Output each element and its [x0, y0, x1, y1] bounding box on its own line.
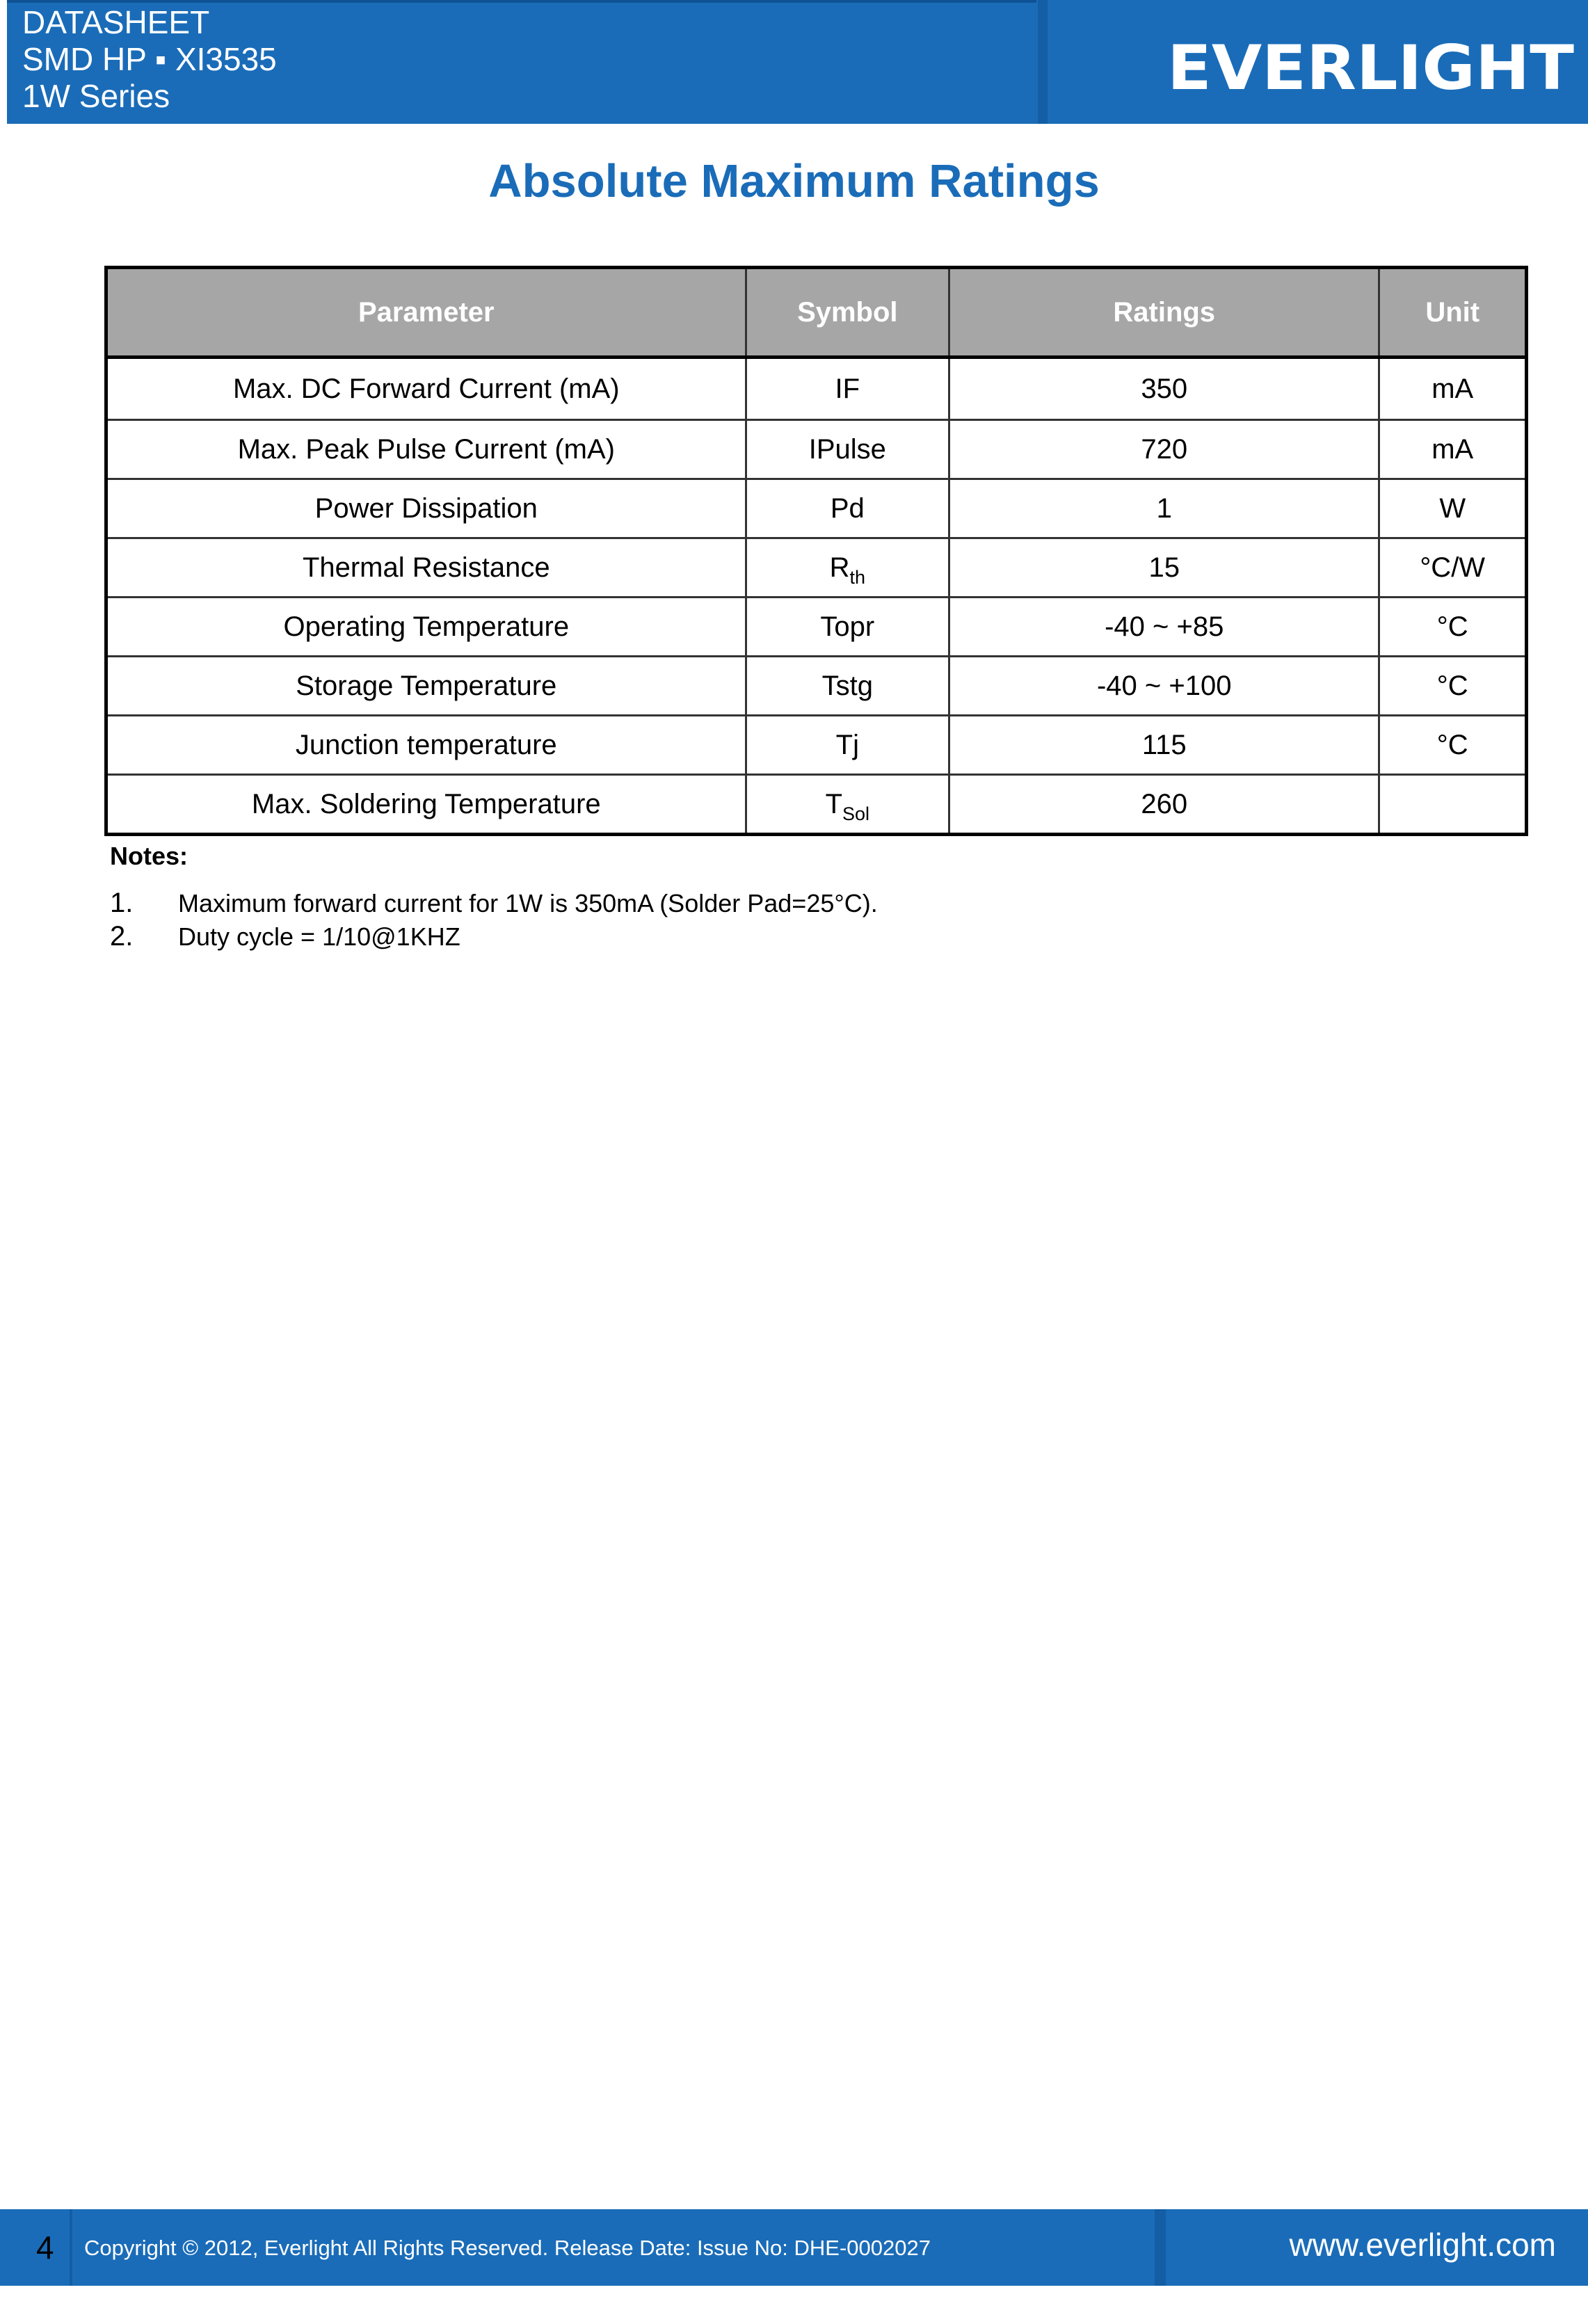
symbol-subscript: th	[849, 566, 866, 588]
table-row	[106, 420, 1527, 479]
cell-parameter: Power Dissipation	[106, 479, 746, 538]
cell-unit	[1379, 775, 1527, 835]
cell-symbol	[746, 358, 949, 420]
table-row	[106, 598, 1527, 657]
cell-parameter: Storage Temperature	[106, 657, 746, 716]
cell-rating: 350	[949, 358, 1379, 420]
footer-divider	[1155, 2209, 1166, 2286]
logo-text: EVERLIGHT	[1167, 36, 1574, 96]
note-number: 2.	[110, 921, 134, 952]
cell-parameter: Max. DC Forward Current (mA)	[106, 358, 746, 420]
symbol-subscript: Sol	[842, 803, 870, 824]
table-row	[106, 716, 1527, 775]
cell-symbol	[746, 657, 949, 716]
header-symbol: Symbol	[746, 268, 949, 358]
cell-symbol	[746, 479, 949, 538]
cell-rating: -40 ~ +100	[949, 657, 1379, 716]
note-item	[110, 888, 878, 919]
cell-parameter: Junction temperature	[106, 716, 746, 775]
table-row	[106, 479, 1527, 538]
cell-parameter: Max. Soldering Temperature	[106, 775, 746, 835]
cell-symbol	[746, 420, 949, 479]
cell-parameter: Thermal Resistance	[106, 538, 746, 598]
table-row	[106, 538, 1527, 598]
cell-symbol	[746, 598, 949, 657]
note-text: Maximum forward current for 1W is 350mA (Solder Pad=25°C).	[178, 889, 878, 917]
everlight-logo	[1167, 36, 1574, 96]
cell-unit: °C	[1379, 598, 1527, 657]
header-bar	[7, 0, 1588, 124]
symbol-main: IF	[835, 373, 860, 404]
symbol-main: IPulse	[808, 433, 886, 465]
symbol-main: Pd	[830, 492, 865, 524]
cell-rating: 1	[949, 479, 1379, 538]
cell-unit: mA	[1379, 420, 1527, 479]
header-series: 1W Series	[22, 78, 170, 114]
header-unit: Unit	[1379, 268, 1527, 358]
footer-bar	[0, 2209, 1588, 2286]
header-text	[22, 4, 277, 115]
cell-symbol	[746, 538, 949, 598]
page-number: 4	[36, 2229, 54, 2266]
cell-parameter: Max. Peak Pulse Current (mA)	[106, 420, 746, 479]
notes-title: Notes:	[110, 842, 189, 870]
cell-unit: mA	[1379, 358, 1527, 420]
footer-divider	[70, 2209, 72, 2286]
cell-parameter: Operating Temperature	[106, 598, 746, 657]
table-header-row	[106, 268, 1527, 358]
cell-unit: °C	[1379, 657, 1527, 716]
table-row	[106, 657, 1527, 716]
symbol-main: Tj	[835, 729, 859, 760]
copyright-text: Copyright © 2012, Everlight All Rights Reserved. Release Date: Issue No: DHE-0002027	[84, 2236, 931, 2260]
cell-symbol	[746, 775, 949, 835]
table-row	[106, 775, 1527, 835]
cell-rating: -40 ~ +85	[949, 598, 1379, 657]
ratings-table	[104, 266, 1528, 836]
note-number: 1.	[110, 888, 134, 918]
cell-unit: W	[1379, 479, 1527, 538]
header-doc-type: DATASHEET	[22, 4, 210, 40]
symbol-main: R	[829, 552, 850, 583]
header-product: SMD HP ▪ XI3535	[22, 41, 277, 77]
cell-unit: °C	[1379, 716, 1527, 775]
cell-rating: 15	[949, 538, 1379, 598]
website-link[interactable]: www.everlight.com	[1289, 2227, 1556, 2263]
header-ratings: Ratings	[949, 268, 1379, 358]
symbol-main: Tstg	[821, 670, 873, 701]
symbol-main: T	[825, 788, 842, 819]
cell-rating: 720	[949, 420, 1379, 479]
cell-unit: °C/W	[1379, 538, 1527, 598]
header-divider	[1038, 0, 1048, 124]
cell-rating: 260	[949, 775, 1379, 835]
cell-rating: 115	[949, 716, 1379, 775]
note-text: Duty cycle = 1/10@1KHZ	[178, 922, 460, 951]
note-item	[110, 921, 460, 952]
cell-symbol	[746, 716, 949, 775]
symbol-main: Topr	[820, 611, 875, 642]
table-row	[106, 358, 1527, 420]
header-parameter: Parameter	[106, 268, 746, 358]
page-title: Absolute Maximum Ratings	[488, 155, 1100, 207]
header-top-line	[7, 0, 1036, 3]
